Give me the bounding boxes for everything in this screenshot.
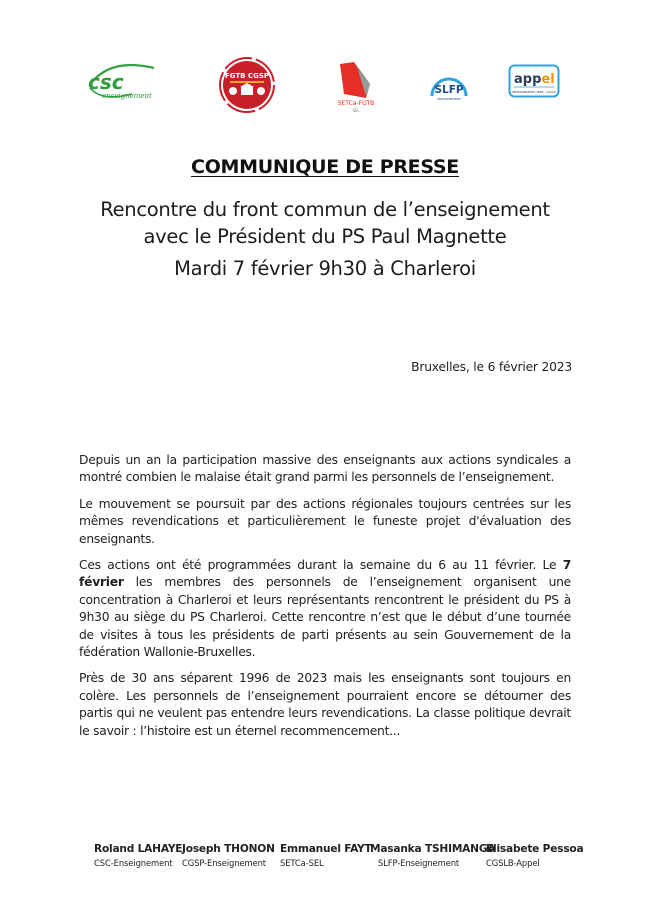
fgtb-logo-text: FGTB CGSP — [224, 72, 270, 80]
document-title: COMMUNIQUE DE PRESSE — [191, 156, 459, 178]
signatory-name: Elisabete Pessoa — [486, 843, 584, 855]
setca-logo-subtext: SEL — [352, 108, 360, 113]
signatory — [370, 843, 496, 868]
paragraph-3-end: les membres des personnels de l’enseignement organisent une concentration à Charleroi et leurs représentants rencontrent le président du PS à 9h30 au siège du PS Charleroi. Cette rencontre n’est que le début d’une tournée de visites à tous les présidents de parti présents au sein Gouvernement de la fédération Wallonie-Bruxelles. — [79, 575, 571, 660]
paragraph-2: Le mouvement se poursuit par des actions régionales toujours centrées sur les mêmes revendications et particulièrement le funeste projet d'évaluation des enseignants. — [79, 496, 571, 546]
dateline: Bruxelles, le 6 février 2023 — [411, 360, 572, 374]
signatory-name: Joseph THONON — [182, 843, 275, 855]
csc-logo-subtext: enseignement — [102, 92, 152, 100]
paragraph-3 — [79, 557, 571, 661]
signatory-org: SLFP-Enseignement — [378, 858, 460, 868]
svg-text:appel — [514, 72, 555, 87]
signatory-name: Masanka TSHIMANGA — [370, 843, 496, 855]
appel-logo-accent: el — [541, 72, 555, 87]
signatory-name: Emmanuel FAYT — [280, 843, 372, 855]
signatory — [94, 843, 182, 868]
appel-logo — [508, 64, 560, 98]
signatory-org: SETCa-SEL — [280, 858, 324, 868]
signatory — [486, 843, 596, 868]
press-release-body — [79, 452, 571, 749]
paragraph-1: Depuis un an la participation massive des enseignants aux actions syndicales a montré combien le malaise était grand parmi les personnels de l’enseignement. — [79, 453, 571, 485]
slfp-logo-subtext: ENSEIGNEMENT — [437, 97, 461, 101]
signatory-org: CGSP-Enseignement — [182, 858, 266, 868]
slfp-logo — [428, 66, 470, 102]
signatory — [280, 843, 370, 868]
subtitle-line-1: Rencontre du front commun de l’enseignement — [100, 198, 550, 221]
event-datetime: Mardi 7 février 9h30 à Charleroi — [174, 257, 476, 280]
setca-logo-text: SETCa-FGTB — [337, 100, 375, 107]
signatory-org: CGSLB-Appel — [486, 858, 540, 868]
setca-fgtb-logo — [336, 60, 376, 114]
appel-logo-subtext: ENSEIGNEMENT LIBRE · CGSLB — [512, 90, 556, 94]
paragraph-3-start: Ces actions ont été programmées durant la semaine du 6 au 11 février. Le — [79, 558, 563, 573]
csc-logo-text: csc — [88, 70, 124, 94]
signatory — [182, 843, 280, 868]
paragraph-4: Près de 30 ans séparent 1996 de 2023 mais les enseignants sont toujours en colère. Les personnels de l’enseignement pourraient encore se détourner des partis qui ne veulent pas entendre leurs revendications. La classe politique devrait le savoir : l’histoire est un éternel recommencement... — [79, 671, 571, 738]
fgtb-cgsp-logo — [218, 56, 276, 114]
subtitle-line-2: avec le Président du PS Paul Magnette — [143, 225, 507, 248]
document-subtitle — [0, 196, 650, 250]
paragraph-3-bold-date: 7 février — [79, 558, 571, 590]
signatory-org: CSC-Enseignement — [94, 858, 173, 868]
signatories — [94, 843, 614, 868]
slfp-logo-text: SLFP — [434, 84, 464, 96]
logo-bar — [0, 56, 650, 118]
appel-logo-text: app — [514, 72, 542, 87]
csc-enseignement-logo — [82, 62, 162, 102]
signatory-name: Roland LAHAYE — [94, 843, 183, 855]
